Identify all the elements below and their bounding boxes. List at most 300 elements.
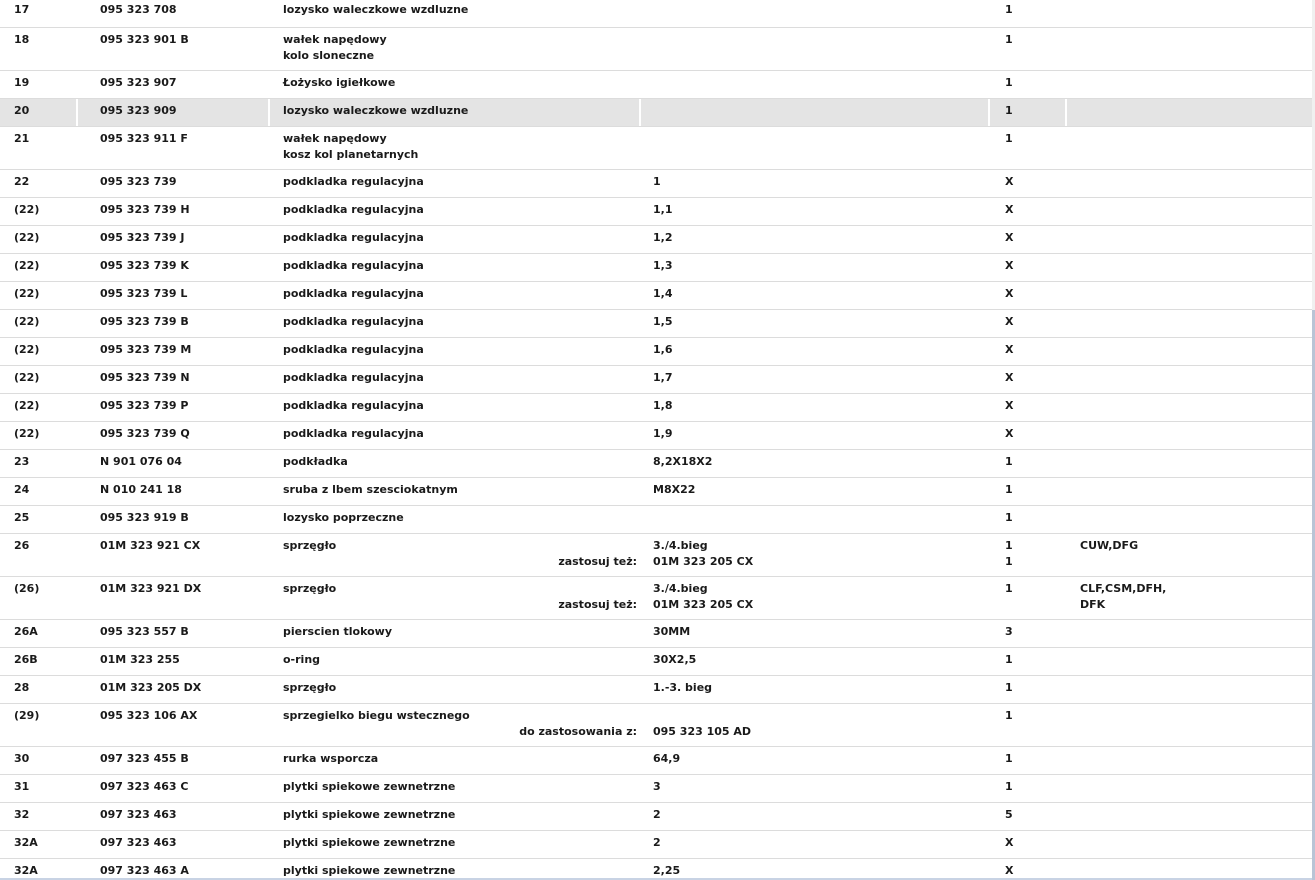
spec-cell xyxy=(641,478,990,505)
spec-cell xyxy=(641,534,990,576)
table-row[interactable] xyxy=(0,648,1312,676)
part-name-line: podkladka regulacyjna xyxy=(283,231,424,244)
part-number-cell xyxy=(78,478,270,505)
table-row[interactable] xyxy=(0,577,1312,620)
part-number-text: 095 323 557 B xyxy=(100,625,189,638)
part-number-cell xyxy=(78,775,270,802)
part-name-cell xyxy=(270,198,641,225)
spec-cell xyxy=(641,704,990,746)
spec-cell xyxy=(641,282,990,309)
table-row[interactable] xyxy=(0,226,1312,254)
spec-cell xyxy=(641,170,990,197)
position-cell xyxy=(0,859,78,880)
position-cell xyxy=(0,366,78,393)
spec-cell xyxy=(641,310,990,337)
position-text: 18 xyxy=(14,33,30,46)
part-number-text: 095 323 909 xyxy=(100,104,177,117)
part-number-cell xyxy=(78,803,270,830)
notes-cell xyxy=(1067,28,1312,70)
part-name-cell xyxy=(270,310,641,337)
position-cell xyxy=(0,28,78,70)
position-cell xyxy=(0,450,78,477)
part-number-text: 01M 323 921 CX xyxy=(100,539,201,552)
position-cell xyxy=(0,282,78,309)
part-number-text: 095 323 907 xyxy=(100,76,177,89)
part-number-cell xyxy=(78,747,270,774)
spec-cell xyxy=(641,803,990,830)
quantity-line: X xyxy=(1005,175,1014,188)
quantity-line: 1 xyxy=(1005,681,1013,694)
quantity-cell xyxy=(990,747,1067,774)
notes-line: CUW,DFG xyxy=(1080,539,1139,552)
quantity-line: X xyxy=(1005,836,1014,849)
spec-line: 30MM xyxy=(653,625,691,638)
part-number-cell xyxy=(78,704,270,746)
part-name-cell xyxy=(270,254,641,281)
quantity-line: 1 xyxy=(1005,780,1013,793)
position-text: 19 xyxy=(14,76,30,89)
spec-line: 1,1 xyxy=(653,203,673,216)
part-name-cell xyxy=(270,450,641,477)
part-number-text: 095 323 739 L xyxy=(100,287,188,300)
part-number-text: 095 323 739 H xyxy=(100,203,190,216)
part-number-cell xyxy=(78,0,270,27)
quantity-line: 1 xyxy=(1005,483,1013,496)
notes-cell xyxy=(1067,127,1312,169)
part-name-line: podkladka regulacyjna xyxy=(283,203,424,216)
notes-cell xyxy=(1067,831,1312,858)
quantity-cell xyxy=(990,99,1067,126)
table-row[interactable] xyxy=(0,803,1312,831)
spec-cell xyxy=(641,577,990,619)
table-row[interactable] xyxy=(0,859,1312,880)
quantity-line: 1 xyxy=(1005,132,1013,145)
part-name-cell xyxy=(270,394,641,421)
quantity-cell xyxy=(990,422,1067,449)
part-name-cell xyxy=(270,577,641,619)
position-text: (22) xyxy=(14,259,40,272)
part-number-cell xyxy=(78,254,270,281)
spec-line: 1,5 xyxy=(653,315,673,328)
quantity-line: 5 xyxy=(1005,808,1013,821)
quantity-cell xyxy=(990,71,1067,98)
spec-cell xyxy=(641,747,990,774)
part-name-cell xyxy=(270,534,641,576)
part-name-line: rurka wsporcza xyxy=(283,752,379,765)
quantity-line: 1 xyxy=(1005,555,1013,568)
part-number-cell xyxy=(78,226,270,253)
quantity-cell xyxy=(990,254,1067,281)
table-row[interactable] xyxy=(0,478,1312,506)
quantity-cell xyxy=(990,127,1067,169)
quantity-line: 1 xyxy=(1005,511,1013,524)
quantity-cell xyxy=(990,648,1067,675)
usage-hint-label: do zastosowania z: xyxy=(519,725,637,738)
table-row[interactable] xyxy=(0,747,1312,775)
part-name-cell xyxy=(270,99,641,126)
part-name-cell xyxy=(270,71,641,98)
part-name-cell xyxy=(270,620,641,647)
position-text: (22) xyxy=(14,315,40,328)
table-row[interactable] xyxy=(0,620,1312,648)
part-name-line: sprzegielko biegu wstecznego xyxy=(283,709,470,722)
position-cell xyxy=(0,648,78,675)
part-number-cell xyxy=(78,394,270,421)
position-cell xyxy=(0,71,78,98)
spec-line: 1,7 xyxy=(653,371,673,384)
quantity-cell xyxy=(990,450,1067,477)
part-name-line: sprzęgło xyxy=(283,582,337,595)
quantity-line: 1 xyxy=(1005,653,1013,666)
position-text: 26B xyxy=(14,653,38,666)
position-text: (22) xyxy=(14,287,40,300)
part-number-text: 095 323 739 K xyxy=(100,259,189,272)
part-name-cell xyxy=(270,338,641,365)
spec-line: 1,9 xyxy=(653,427,673,440)
part-number-cell xyxy=(78,422,270,449)
quantity-line: X xyxy=(1005,231,1014,244)
position-text: 17 xyxy=(14,3,30,16)
part-number-cell xyxy=(78,127,270,169)
part-number-text: 095 323 106 AX xyxy=(100,709,198,722)
table-row[interactable] xyxy=(0,71,1312,99)
part-number-text: 095 323 739 P xyxy=(100,399,189,412)
position-cell xyxy=(0,506,78,533)
notes-cell xyxy=(1067,803,1312,830)
table-row[interactable] xyxy=(0,338,1312,366)
part-name-line: plytki spiekowe zewnetrzne xyxy=(283,780,456,793)
quantity-line: X xyxy=(1005,315,1014,328)
notes-cell xyxy=(1067,747,1312,774)
part-name-line: podkładka xyxy=(283,455,348,468)
spec-line: 2 xyxy=(653,808,661,821)
spec-cell xyxy=(641,450,990,477)
quantity-line: 3 xyxy=(1005,625,1013,638)
quantity-line: 1 xyxy=(1005,33,1013,46)
part-name-line: plytki spiekowe zewnetrzne xyxy=(283,836,456,849)
table-row[interactable] xyxy=(0,198,1312,226)
table-row[interactable] xyxy=(0,254,1312,282)
position-text: 28 xyxy=(14,681,30,694)
part-number-text: 095 323 739 xyxy=(100,175,177,188)
notes-cell xyxy=(1067,282,1312,309)
position-cell xyxy=(0,338,78,365)
notes-cell xyxy=(1067,422,1312,449)
part-name-cell xyxy=(270,676,641,703)
spec-cell xyxy=(641,422,990,449)
usage-hint-label: zastosuj też: xyxy=(558,555,637,568)
part-name-line: lozysko waleczkowe wzdluzne xyxy=(283,3,469,16)
quantity-cell xyxy=(990,170,1067,197)
notes-cell xyxy=(1067,71,1312,98)
position-text: (22) xyxy=(14,343,40,356)
position-cell xyxy=(0,394,78,421)
spec-cell xyxy=(641,648,990,675)
notes-cell xyxy=(1067,366,1312,393)
quantity-cell xyxy=(990,859,1067,880)
spec-cell xyxy=(641,338,990,365)
spec-cell xyxy=(641,506,990,533)
quantity-line: X xyxy=(1005,427,1014,440)
position-text: 31 xyxy=(14,780,30,793)
quantity-cell xyxy=(990,620,1067,647)
spec-line: 1.-3. bieg xyxy=(653,681,713,694)
spec-line: 3 xyxy=(653,780,661,793)
part-name-line: kolo sloneczne xyxy=(283,49,375,62)
part-name-line: podkladka regulacyjna xyxy=(283,343,424,356)
notes-cell xyxy=(1067,648,1312,675)
spec-cell xyxy=(641,71,990,98)
part-name-cell xyxy=(270,282,641,309)
part-number-text: 095 323 739 M xyxy=(100,343,192,356)
spec-line: 64,9 xyxy=(653,752,681,765)
spec-cell xyxy=(641,859,990,880)
table-row[interactable] xyxy=(0,170,1312,198)
spec-line: 01M 323 205 CX xyxy=(653,598,754,611)
notes-cell xyxy=(1067,226,1312,253)
position-cell xyxy=(0,803,78,830)
part-name-cell xyxy=(270,704,641,746)
quantity-cell xyxy=(990,226,1067,253)
table-row[interactable] xyxy=(0,28,1312,71)
part-number-cell xyxy=(78,99,270,126)
part-number-text: 097 323 463 xyxy=(100,808,177,821)
table-row[interactable] xyxy=(0,99,1312,127)
part-number-cell xyxy=(78,338,270,365)
quantity-cell xyxy=(990,0,1067,27)
part-number-text: 095 323 901 B xyxy=(100,33,189,46)
spec-line: 30X2,5 xyxy=(653,653,697,666)
part-number-cell xyxy=(78,28,270,70)
position-cell xyxy=(0,170,78,197)
spec-line: 2 xyxy=(653,836,661,849)
spec-cell xyxy=(641,831,990,858)
part-number-text: N 901 076 04 xyxy=(100,455,182,468)
part-name-cell xyxy=(270,170,641,197)
part-name-line: podkladka regulacyjna xyxy=(283,399,424,412)
notes-cell xyxy=(1067,676,1312,703)
table-row[interactable] xyxy=(0,676,1312,704)
table-row[interactable] xyxy=(0,534,1312,577)
quantity-line: 1 xyxy=(1005,752,1013,765)
part-number-cell xyxy=(78,282,270,309)
table-row[interactable] xyxy=(0,831,1312,859)
part-number-text: 097 323 463 xyxy=(100,836,177,849)
spec-cell xyxy=(641,254,990,281)
quantity-cell xyxy=(990,534,1067,576)
position-text: 32A xyxy=(14,864,38,877)
position-text: (22) xyxy=(14,371,40,384)
position-cell xyxy=(0,127,78,169)
spec-cell xyxy=(641,620,990,647)
part-name-line: podkladka regulacyjna xyxy=(283,175,424,188)
part-name-line: podkladka regulacyjna xyxy=(283,427,424,440)
part-name-line: plytki spiekowe zewnetrzne xyxy=(283,864,456,877)
part-number-cell xyxy=(78,366,270,393)
part-name-line: podkladka regulacyjna xyxy=(283,287,424,300)
part-number-text: 01M 323 921 DX xyxy=(100,582,202,595)
quantity-cell xyxy=(990,506,1067,533)
spec-line: 1,3 xyxy=(653,259,673,272)
spec-cell xyxy=(641,198,990,225)
part-number-text: 01M 323 255 xyxy=(100,653,180,666)
part-name-cell xyxy=(270,803,641,830)
part-name-cell xyxy=(270,859,641,880)
quantity-line: X xyxy=(1005,203,1014,216)
notes-cell xyxy=(1067,859,1312,880)
spec-cell xyxy=(641,0,990,27)
spec-line: 3./4.bieg xyxy=(653,582,708,595)
spec-cell xyxy=(641,127,990,169)
part-number-cell xyxy=(78,859,270,880)
part-name-cell xyxy=(270,747,641,774)
part-name-cell xyxy=(270,127,641,169)
quantity-line: 1 xyxy=(1005,104,1013,117)
part-number-cell xyxy=(78,534,270,576)
part-name-line: plytki spiekowe zewnetrzne xyxy=(283,808,456,821)
notes-cell xyxy=(1067,254,1312,281)
notes-cell xyxy=(1067,478,1312,505)
position-text: 30 xyxy=(14,752,30,765)
position-text: (26) xyxy=(14,582,40,595)
part-number-cell xyxy=(78,676,270,703)
part-name-line: pierscien tlokowy xyxy=(283,625,392,638)
table-row[interactable] xyxy=(0,127,1312,170)
table-row[interactable] xyxy=(0,450,1312,478)
position-cell xyxy=(0,226,78,253)
position-cell xyxy=(0,198,78,225)
part-name-line: o-ring xyxy=(283,653,321,666)
notes-cell xyxy=(1067,338,1312,365)
quantity-line: 1 xyxy=(1005,582,1013,595)
part-name-cell xyxy=(270,775,641,802)
part-name-cell xyxy=(270,28,641,70)
spec-line: 3./4.bieg xyxy=(653,539,708,552)
quantity-cell xyxy=(990,282,1067,309)
part-name-line: sprzęgło xyxy=(283,681,337,694)
part-number-cell xyxy=(78,71,270,98)
usage-hint-label: zastosuj też: xyxy=(558,598,637,611)
quantity-line: X xyxy=(1005,371,1014,384)
position-text: 32 xyxy=(14,808,30,821)
table-row[interactable] xyxy=(0,366,1312,394)
position-cell xyxy=(0,254,78,281)
part-number-text: 095 323 739 N xyxy=(100,371,190,384)
spec-line: 1,2 xyxy=(653,231,673,244)
quantity-cell xyxy=(990,803,1067,830)
position-text: 23 xyxy=(14,455,30,468)
spec-cell xyxy=(641,676,990,703)
quantity-line: X xyxy=(1005,864,1014,877)
position-cell xyxy=(0,747,78,774)
part-name-cell xyxy=(270,226,641,253)
spec-line: 1,6 xyxy=(653,343,673,356)
notes-cell xyxy=(1067,775,1312,802)
quantity-cell xyxy=(990,478,1067,505)
part-name-line: lozysko poprzeczne xyxy=(283,511,404,524)
table-row[interactable] xyxy=(0,422,1312,450)
position-cell xyxy=(0,422,78,449)
part-number-text: 095 323 739 Q xyxy=(100,427,190,440)
quantity-cell xyxy=(990,338,1067,365)
position-text: 26 xyxy=(14,539,30,552)
part-number-cell xyxy=(78,831,270,858)
notes-cell xyxy=(1067,704,1312,746)
position-text: 32A xyxy=(14,836,38,849)
part-number-text: 095 323 708 xyxy=(100,3,177,16)
quantity-line: 1 xyxy=(1005,76,1013,89)
position-cell xyxy=(0,478,78,505)
part-name-line: podkladka regulacyjna xyxy=(283,371,424,384)
quantity-cell xyxy=(990,831,1067,858)
part-number-text: 095 323 739 B xyxy=(100,315,189,328)
part-number-cell xyxy=(78,198,270,225)
part-name-cell xyxy=(270,506,641,533)
spec-cell xyxy=(641,226,990,253)
position-cell xyxy=(0,310,78,337)
quantity-cell xyxy=(990,366,1067,393)
spec-line: 1 xyxy=(653,175,661,188)
spec-line: 1,4 xyxy=(653,287,673,300)
part-name-line: sruba z lbem szesciokatnym xyxy=(283,483,458,496)
table-row[interactable] xyxy=(0,394,1312,422)
quantity-cell xyxy=(990,394,1067,421)
position-cell xyxy=(0,0,78,27)
quantity-line: 1 xyxy=(1005,455,1013,468)
part-name-cell xyxy=(270,648,641,675)
part-name-line: kosz kol planetarnych xyxy=(283,148,419,161)
spec-line: 095 323 105 AD xyxy=(653,725,752,738)
part-name-cell xyxy=(270,0,641,27)
quantity-cell xyxy=(990,28,1067,70)
position-text: (22) xyxy=(14,231,40,244)
part-name-line: podkladka regulacyjna xyxy=(283,315,424,328)
position-cell xyxy=(0,676,78,703)
part-number-text: N 010 241 18 xyxy=(100,483,182,496)
quantity-line: X xyxy=(1005,259,1014,272)
table-row[interactable] xyxy=(0,0,1312,28)
part-name-line: Łożysko igiełkowe xyxy=(283,76,396,89)
spec-cell xyxy=(641,99,990,126)
position-text: 20 xyxy=(14,104,30,117)
position-cell xyxy=(0,620,78,647)
part-number-text: 01M 323 205 DX xyxy=(100,681,202,694)
position-cell xyxy=(0,704,78,746)
part-name-line: podkladka regulacyjna xyxy=(283,259,424,272)
table-row[interactable] xyxy=(0,310,1312,338)
table-row[interactable] xyxy=(0,506,1312,534)
part-name-line: lozysko waleczkowe wzdluzne xyxy=(283,104,469,117)
quantity-cell xyxy=(990,676,1067,703)
notes-cell xyxy=(1067,170,1312,197)
position-text: (22) xyxy=(14,427,40,440)
spec-line xyxy=(653,708,990,724)
part-number-cell xyxy=(78,648,270,675)
notes-cell xyxy=(1067,450,1312,477)
table-row[interactable] xyxy=(0,282,1312,310)
position-text: (22) xyxy=(14,203,40,216)
notes-cell xyxy=(1067,620,1312,647)
quantity-cell xyxy=(990,310,1067,337)
position-text: 26A xyxy=(14,625,38,638)
position-text: 24 xyxy=(14,483,30,496)
table-row[interactable] xyxy=(0,775,1312,803)
part-number-text: 095 323 739 J xyxy=(100,231,185,244)
position-cell xyxy=(0,99,78,126)
part-name-line: sprzęgło xyxy=(283,539,337,552)
table-row[interactable] xyxy=(0,704,1312,747)
notes-cell xyxy=(1067,198,1312,225)
